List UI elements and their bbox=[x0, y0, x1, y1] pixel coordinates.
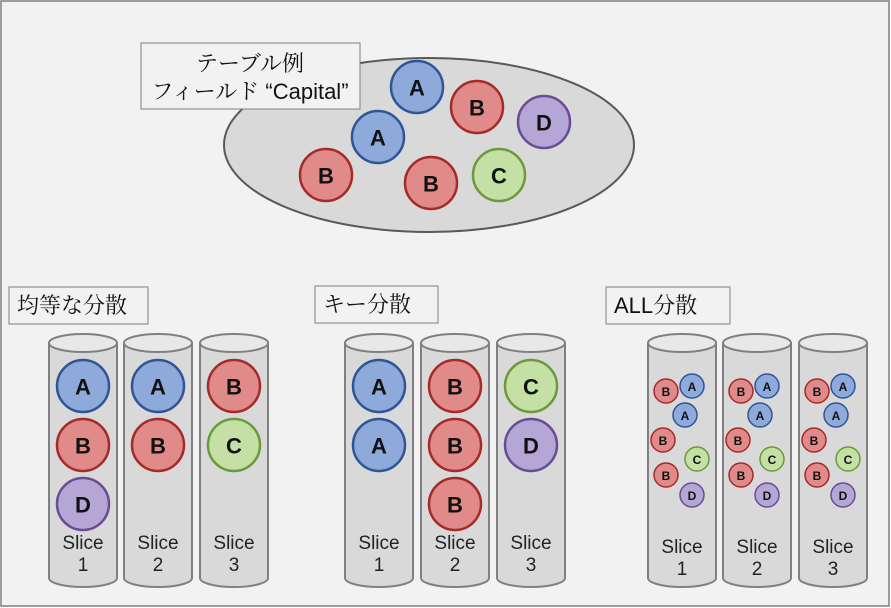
record-a bbox=[57, 360, 109, 412]
record-label: D bbox=[838, 489, 848, 503]
slice-label: Slice bbox=[812, 537, 854, 558]
record-a bbox=[353, 419, 405, 471]
record-c bbox=[473, 149, 525, 201]
slice-label: Slice bbox=[137, 533, 179, 554]
slice-3 bbox=[497, 334, 565, 587]
record-b bbox=[654, 463, 678, 487]
record-c bbox=[685, 447, 709, 471]
record-label: A bbox=[838, 380, 848, 394]
record-label: A bbox=[371, 374, 387, 400]
slice-number: 3 bbox=[827, 559, 839, 580]
slice-number: 3 bbox=[228, 555, 240, 576]
record-label: B bbox=[733, 434, 743, 448]
record-b bbox=[429, 419, 481, 471]
record-b bbox=[726, 428, 750, 452]
table-title-line2: フィールド “Capital” bbox=[151, 79, 349, 104]
slice-label: Slice bbox=[510, 533, 552, 554]
table-title-line1: テーブル例 bbox=[195, 51, 305, 76]
record-label: D bbox=[536, 110, 552, 136]
record-a bbox=[673, 403, 697, 427]
record-label: B bbox=[447, 374, 463, 400]
slice-number: 3 bbox=[525, 555, 537, 576]
record-label: B bbox=[75, 433, 91, 459]
slice-3 bbox=[200, 334, 268, 587]
record-b bbox=[805, 463, 829, 487]
record-d bbox=[505, 419, 557, 471]
slice-number: 1 bbox=[676, 559, 688, 580]
record-d bbox=[680, 483, 704, 507]
record-label: B bbox=[661, 385, 671, 399]
record-a bbox=[132, 360, 184, 412]
cylinder-top bbox=[200, 334, 268, 352]
slice-label: Slice bbox=[358, 533, 400, 554]
record-label: C bbox=[692, 453, 702, 467]
slice-1 bbox=[345, 334, 413, 587]
record-label: B bbox=[812, 469, 822, 483]
record-b bbox=[729, 379, 753, 403]
record-label: C bbox=[523, 374, 539, 400]
record-label: B bbox=[447, 433, 463, 459]
slice-number: 1 bbox=[77, 555, 89, 576]
record-label: B bbox=[658, 434, 668, 448]
slice-number: 2 bbox=[449, 555, 461, 576]
record-label: C bbox=[767, 453, 777, 467]
record-label: B bbox=[809, 434, 819, 448]
slice-2 bbox=[421, 334, 489, 587]
cylinder-top bbox=[345, 334, 413, 352]
record-label: B bbox=[736, 385, 746, 399]
record-b bbox=[651, 428, 675, 452]
record-b bbox=[729, 463, 753, 487]
record-a bbox=[353, 360, 405, 412]
record-label: B bbox=[447, 492, 463, 518]
record-label: A bbox=[762, 380, 772, 394]
record-label: D bbox=[75, 492, 91, 518]
record-b bbox=[429, 478, 481, 530]
record-label: B bbox=[226, 374, 242, 400]
group-key-distribution bbox=[315, 286, 438, 323]
slice-number: 1 bbox=[373, 555, 385, 576]
record-a bbox=[824, 403, 848, 427]
cylinder-top bbox=[497, 334, 565, 352]
record-label: D bbox=[687, 489, 697, 503]
cylinder-top bbox=[648, 334, 716, 352]
cylinder-top bbox=[799, 334, 867, 352]
record-b bbox=[300, 149, 352, 201]
record-c bbox=[760, 447, 784, 471]
record-label: A bbox=[755, 409, 765, 423]
slice-label: Slice bbox=[736, 537, 778, 558]
cylinder-top bbox=[49, 334, 117, 352]
record-b bbox=[208, 360, 260, 412]
record-label: C bbox=[843, 453, 853, 467]
record-label: B bbox=[423, 171, 439, 197]
record-label: B bbox=[150, 433, 166, 459]
record-label: D bbox=[762, 489, 772, 503]
record-label: A bbox=[831, 409, 841, 423]
record-b bbox=[451, 81, 503, 133]
group-title: キー分散 bbox=[323, 292, 412, 317]
record-a bbox=[748, 403, 772, 427]
slice-1 bbox=[648, 334, 716, 587]
record-c bbox=[505, 360, 557, 412]
record-c bbox=[836, 447, 860, 471]
record-b bbox=[132, 419, 184, 471]
slice-label: Slice bbox=[62, 533, 104, 554]
record-b bbox=[429, 360, 481, 412]
record-label: A bbox=[680, 409, 690, 423]
record-d bbox=[57, 478, 109, 530]
record-a bbox=[391, 61, 443, 113]
record-d bbox=[518, 96, 570, 148]
record-a bbox=[755, 374, 779, 398]
record-c bbox=[208, 419, 260, 471]
record-label: B bbox=[812, 385, 822, 399]
record-label: C bbox=[226, 433, 242, 459]
group-title: ALL分散 bbox=[614, 293, 698, 318]
record-a bbox=[352, 111, 404, 163]
slice-2 bbox=[124, 334, 192, 587]
record-label: A bbox=[150, 374, 166, 400]
record-label: B bbox=[469, 95, 485, 121]
record-label: A bbox=[370, 125, 386, 151]
slices-layer bbox=[49, 334, 867, 587]
record-b bbox=[57, 419, 109, 471]
record-b bbox=[405, 157, 457, 209]
record-b bbox=[805, 379, 829, 403]
group-even-distribution bbox=[9, 287, 148, 324]
record-label: A bbox=[687, 380, 697, 394]
slice-label: Slice bbox=[213, 533, 255, 554]
slice-number: 2 bbox=[751, 559, 763, 580]
record-label: A bbox=[371, 433, 387, 459]
record-label: C bbox=[491, 163, 507, 189]
record-label: D bbox=[523, 433, 539, 459]
group-all-distribution bbox=[606, 287, 730, 324]
group-title: 均等な分散 bbox=[17, 293, 128, 318]
cylinder-top bbox=[723, 334, 791, 352]
record-b bbox=[654, 379, 678, 403]
cylinder-top bbox=[421, 334, 489, 352]
record-label: B bbox=[661, 469, 671, 483]
record-label: A bbox=[75, 374, 91, 400]
record-label: A bbox=[409, 75, 425, 101]
cylinder-top bbox=[124, 334, 192, 352]
slice-label: Slice bbox=[434, 533, 476, 554]
record-label: B bbox=[318, 163, 334, 189]
slice-3 bbox=[799, 334, 867, 587]
record-d bbox=[755, 483, 779, 507]
slice-2 bbox=[723, 334, 791, 587]
record-a bbox=[680, 374, 704, 398]
slice-1 bbox=[49, 334, 117, 587]
record-label: B bbox=[736, 469, 746, 483]
record-d bbox=[831, 483, 855, 507]
slice-label: Slice bbox=[661, 537, 703, 558]
slice-number: 2 bbox=[152, 555, 164, 576]
record-b bbox=[802, 428, 826, 452]
record-a bbox=[831, 374, 855, 398]
